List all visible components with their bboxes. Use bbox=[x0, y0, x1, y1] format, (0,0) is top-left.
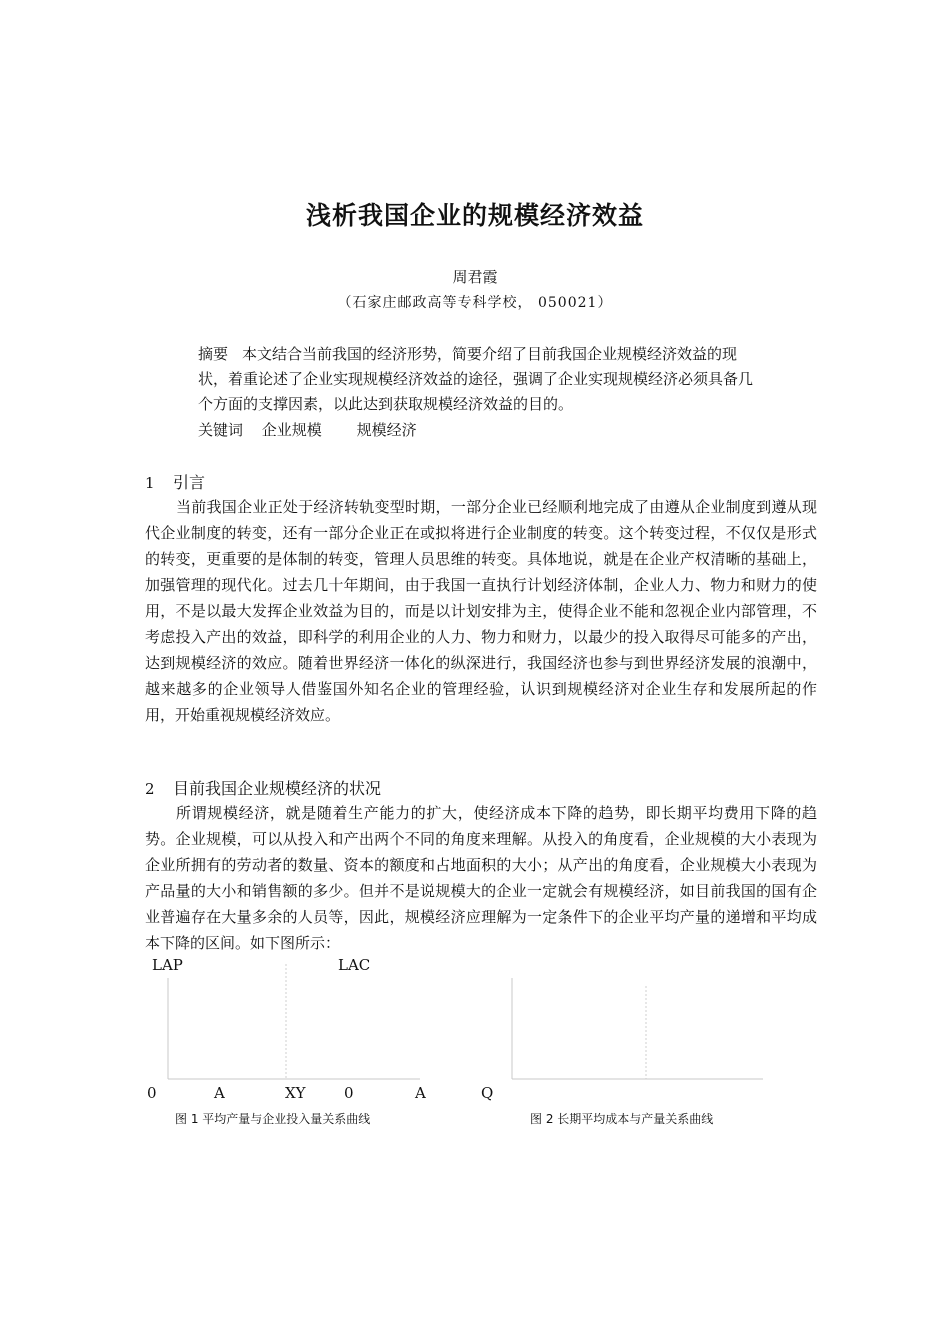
abstract-text: 本文结合当前我国的经济形势，简要介绍了目前我国企业规模经济效益的现状，着重论述了企业实现规模经济效益的途径，强调了企业实现规模经济必须具备几个方面的支撑因素，以此达到获取规模经济效益的目的。 bbox=[198, 345, 754, 413]
section-heading-2 bbox=[145, 776, 381, 799]
figure-1-caption: 图 1 平均产量与企业投入量关系曲线 bbox=[175, 1112, 371, 1126]
keyword-item: 企业规模 bbox=[261, 421, 322, 439]
paper-title: 浅析我国企业的规模经济效益 bbox=[305, 201, 644, 230]
fig2-y-label: LAC bbox=[338, 956, 371, 974]
fig1-tick-a: A bbox=[214, 1084, 225, 1102]
section-title: 引言 bbox=[173, 473, 206, 492]
section-paragraph-2: 所谓规模经济，就是随着生产能力的扩大，使经济成本下降的趋势，即长期平均费用下降的趋势。企业规模，可以从投入和产出两个不同的角度来理解。从投入的角度看，企业规模的大小表现为企业所拥有的劳动者的数量、资本的额度和占地面积的大小；从产出的角度看，企业规模大小表现为产品量的大小和销售额的多少。但并不是说规模大的企业一定就会有规模经济，如目前我国的国有企业普遍存在大量多余的人员等，因此，规模经济应理解为一定条件下的企业平均产量的递增和平均成本下降的区间。如下图所示： bbox=[145, 804, 817, 952]
figure-axes bbox=[0, 950, 950, 1140]
fig2-tick-q: Q bbox=[481, 1084, 494, 1102]
fig1-y-label: LAP bbox=[152, 956, 183, 974]
fig1-tick-x: XY bbox=[285, 1084, 306, 1102]
fig2-origin: 0 bbox=[344, 1084, 354, 1102]
section-heading-1 bbox=[145, 470, 205, 493]
section-title: 目前我国企业规模经济的状况 bbox=[173, 779, 382, 798]
author-affiliation: （石家庄邮政高等专科学校， 050021） bbox=[337, 295, 613, 311]
keywords-label: 关键词 bbox=[198, 421, 244, 439]
abstract-label: 摘要 bbox=[198, 345, 229, 363]
keywords bbox=[198, 419, 447, 440]
section-number: 2 bbox=[145, 780, 155, 798]
section-paragraph-1: 当前我国企业正处于经济转轨变型时期，一部分企业已经顺利地完成了由遵从企业制度到遵从现代企业制度的转变，还有一部分企业正在或拟将进行企业制度的转变。这个转变过程，不仅仅是形式的转变，更重要的是体制的转变，管理人员思维的转变。具体地说，就是在企业产权清晰的基础上，加强管理的现代化。过去几十年期间，由于我国一直执行计划经济体制，企业人力、物力和财力的使用，不是以最大发挥企业效益为目的，而是以计划安排为主，使得企业不能和忽视企业内部管理，不考虑投入产出的效益，即科学的利用企业的人力、物力和财力，以最少的投入取得尽可能多的产出，达到规模经济的效应。随着世界经济一体化的纵深进行，我国经济也参与到世界经济发展的浪潮中，越来越多的企业领导人借鉴国外知名企业的管理经验，认识到规模经济对企业生存和发展所起的作用，开始重视规模经济效应。 bbox=[145, 498, 817, 724]
fig2-tick-a: A bbox=[415, 1084, 426, 1102]
author-name: 周君霞 bbox=[452, 268, 498, 286]
abstract bbox=[198, 342, 760, 417]
figure-2-caption: 图 2 长期平均成本与产量关系曲线 bbox=[530, 1112, 714, 1126]
figures bbox=[0, 950, 950, 1140]
keyword-item: 规模经济 bbox=[356, 421, 417, 439]
section-number: 1 bbox=[145, 474, 155, 492]
fig1-origin: 0 bbox=[147, 1084, 157, 1102]
